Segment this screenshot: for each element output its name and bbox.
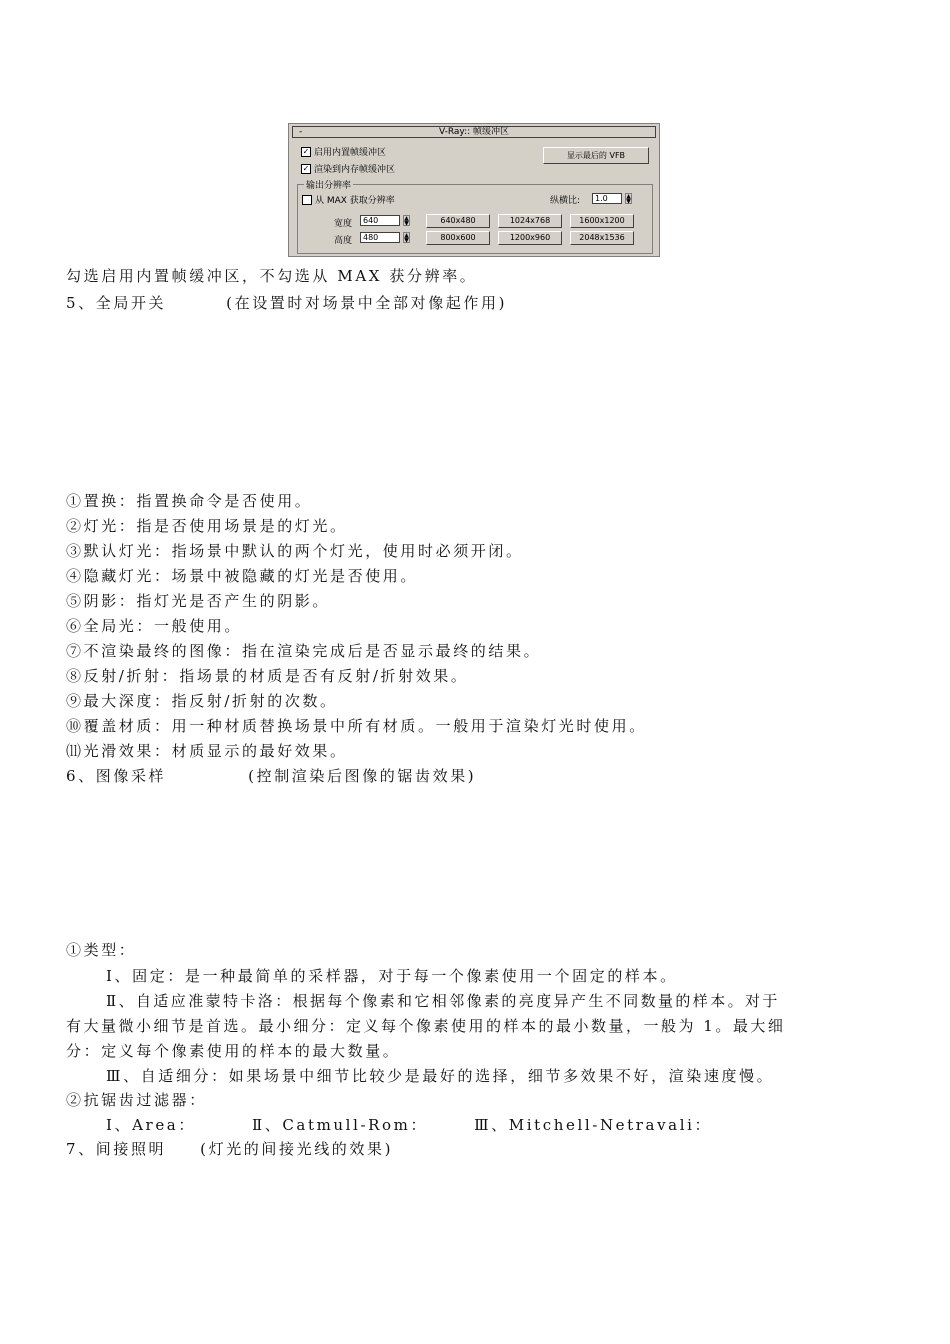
from-max-label: 从 MAX 获取分辨率 — [315, 196, 395, 206]
height-label: 高度 — [334, 236, 353, 246]
show-last-vfb-button[interactable]: 显示最后的 VFB — [543, 147, 649, 164]
collapse-icon[interactable]: - — [299, 127, 303, 137]
height-spinner[interactable]: ▲ ▼ — [404, 232, 409, 244]
width-label: 宽度 — [334, 219, 353, 229]
render-to-memory-label: 渲染到内存帧缓冲区 — [314, 165, 396, 175]
section-6-note: (控制渲染后图像的锯齿效果) — [248, 767, 477, 785]
section-5-heading — [66, 293, 507, 313]
height-input[interactable]: 480 — [360, 232, 400, 243]
list-item: ⑾光滑效果：材质显示的最好效果。 — [66, 742, 348, 760]
checkbox-render-to-memory[interactable]: ✓ — [302, 163, 310, 173]
output-resolution-label: 输出分辨率 — [304, 178, 353, 191]
preset-640x480-button[interactable]: 640x480 — [426, 214, 490, 228]
list-item: ⑧反射/折射：指场景的材质是否有反射/折射效果。 — [66, 667, 469, 685]
section-7-title: 7、间接照明 — [66, 1140, 167, 1158]
sampler-type-heading: ①类型： — [66, 941, 137, 959]
list-item: ⑤阴影：指灯光是否产生的阴影。 — [66, 592, 331, 610]
preset-1024x768-button[interactable]: 1024x768 — [498, 214, 562, 228]
panel-title: V-Ray:: 帧缓冲区 — [438, 127, 510, 137]
output-resolution-group — [297, 181, 653, 254]
sampler-adaptive-line2: 有大量微小细节是首选。最小细分：定义每个像素使用的样本的最小数量，一般为 1。最大细 — [66, 1017, 786, 1035]
list-item: ②灯光：指是否使用场景是的灯光。 — [66, 517, 348, 535]
enable-builtin-label: 启用内置帧缓冲区 — [314, 148, 387, 158]
sampler-fixed: Ⅰ、固定：是一种最简单的采样器，对于每一个像素使用一个固定的样本。 — [106, 967, 678, 985]
aspect-input[interactable]: 1.0 — [592, 193, 622, 204]
panel-caption: 勾选启用内置帧缓冲区，不勾选从 MAX 获分辨率。 — [66, 267, 478, 285]
filter-catmull-rom: Ⅱ、Catmull-Rom： — [251, 1116, 429, 1134]
list-item: ③默认灯光：指场景中默认的两个灯光，使用时必须开闭。 — [66, 542, 524, 560]
preset-1600x1200-button[interactable]: 1600x1200 — [570, 214, 634, 228]
filter-mitchell: Ⅲ、Mitchell-Netravali： — [474, 1116, 713, 1134]
section-5-title: 5、全局开关 — [66, 294, 167, 312]
section-6-heading — [66, 766, 476, 786]
aa-filter-heading: ②抗锯齿过滤器： — [66, 1091, 207, 1109]
preset-2048x1536-button[interactable]: 2048x1536 — [570, 231, 634, 245]
checkbox-from-max[interactable] — [302, 195, 312, 205]
filter-area: Ⅰ、Area： — [106, 1116, 196, 1134]
list-item: ⑩覆盖材质：用一种材质替换场景中所有材质。一般用于渲染灯光时使用。 — [66, 717, 647, 735]
list-item: ⑦不渲染最终的图像：指在渲染完成后是否显示最终的结果。 — [66, 642, 542, 660]
preset-1200x960-button[interactable]: 1200x960 — [498, 231, 562, 245]
checkbox-enable-builtin[interactable]: ✓ — [302, 146, 310, 156]
section-6-title: 6、图像采样 — [66, 767, 167, 785]
preset-800x600-button[interactable]: 800x600 — [426, 231, 490, 245]
section-5-note: (在设置时对场景中全部对像起作用) — [226, 294, 508, 312]
width-input[interactable]: 640 — [360, 215, 400, 226]
enable-builtin-checkbox[interactable] — [301, 145, 386, 158]
sampler-adaptive-line1: Ⅱ、自适应准蒙特卡洛：根据每个像素和它相邻像素的亮度异产生不同数量的样本。对于 — [106, 992, 780, 1010]
sampler-subdivision: Ⅲ、自适细分：如果场景中细节比较少是最好的选择，细节多效果不好，渲染速度慢。 — [106, 1067, 775, 1085]
list-item: ④隐藏灯光：场景中被隐藏的灯光是否使用。 — [66, 567, 419, 585]
aspect-label: 纵横比: — [550, 196, 581, 206]
width-spinner[interactable]: ▲ ▼ — [404, 215, 409, 227]
vray-framebuffer-panel — [288, 123, 660, 257]
sampler-adaptive-line3: 分：定义每个像素使用的样本的最大数量。 — [66, 1042, 401, 1060]
section-7-heading — [66, 1139, 393, 1159]
aspect-spinner[interactable]: ▲ ▼ — [626, 193, 631, 205]
section-7-note: (灯光的间接光线的效果) — [200, 1140, 394, 1158]
list-item: ⑨最大深度：指反射/折射的次数。 — [66, 692, 338, 710]
render-to-memory-checkbox[interactable] — [301, 162, 395, 175]
panel-title-bar[interactable] — [292, 126, 656, 138]
from-max-checkbox[interactable] — [302, 193, 395, 206]
aa-filter-list — [106, 1115, 712, 1135]
list-item: ⑥全局光：一般使用。 — [66, 617, 243, 635]
list-item: ①置换：指置换命令是否使用。 — [66, 492, 313, 510]
